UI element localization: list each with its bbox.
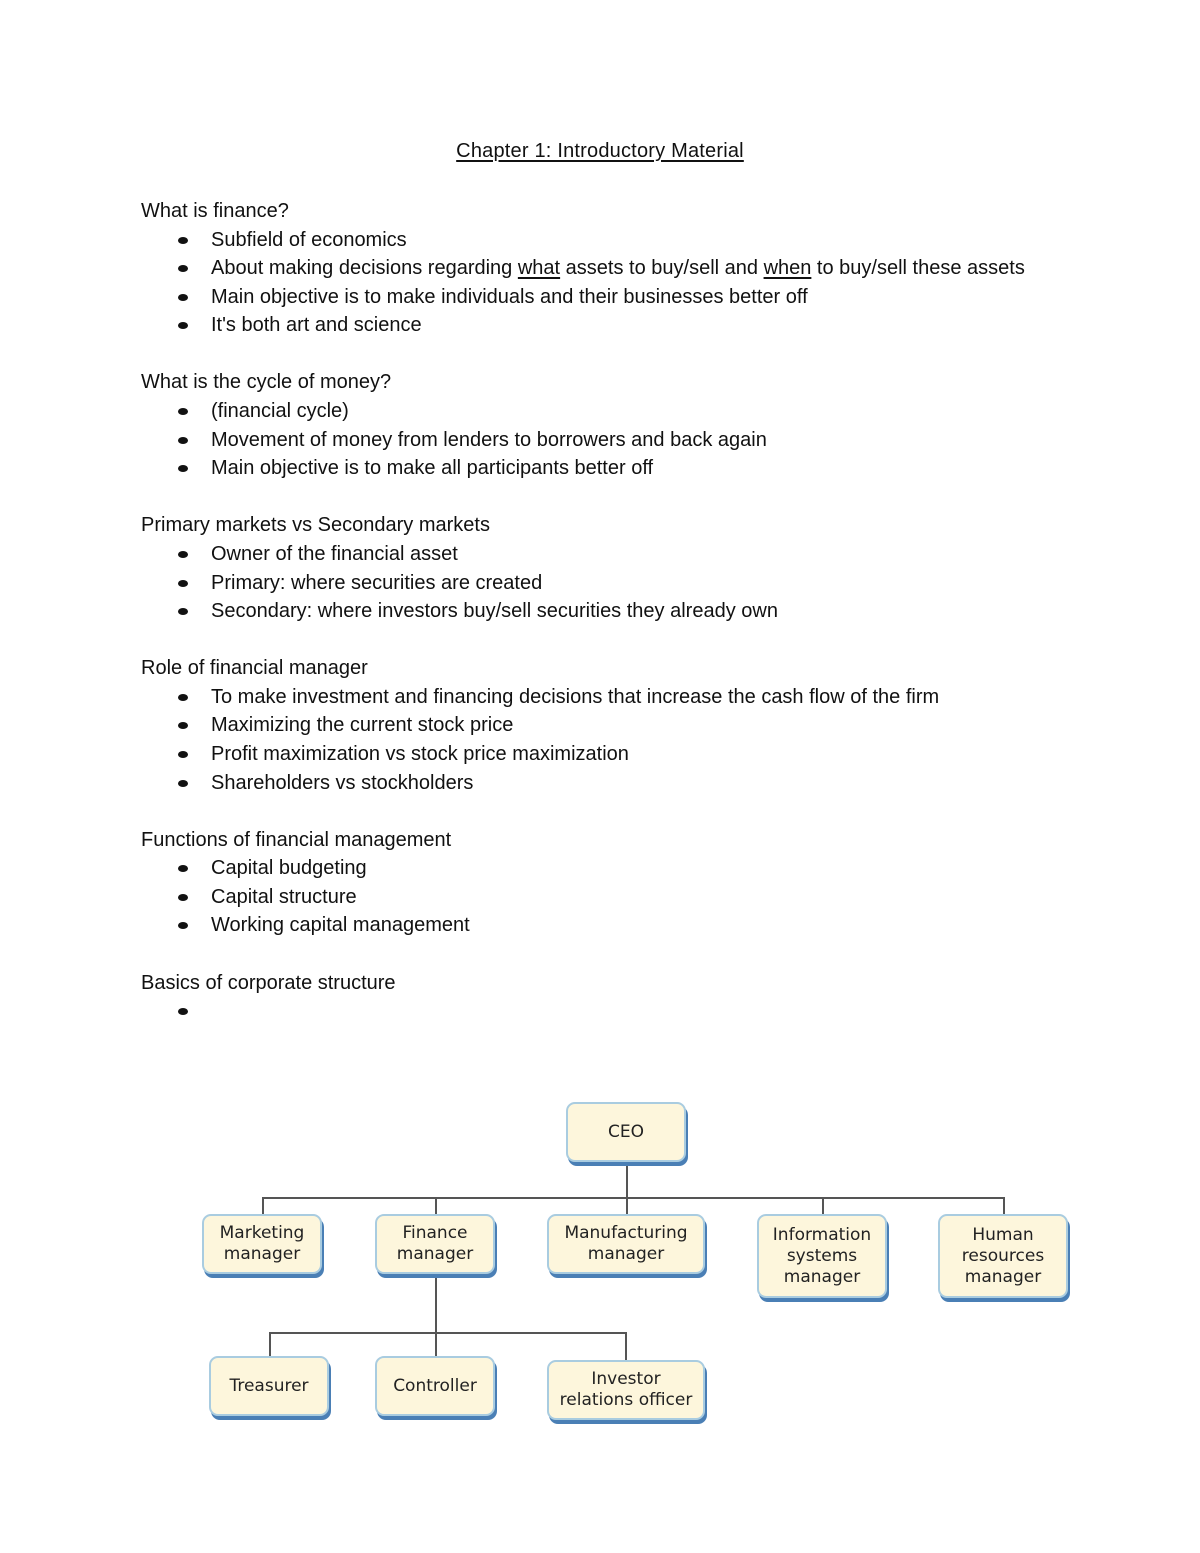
org-box-controller: Controller — [375, 1356, 495, 1416]
bullet-list — [141, 226, 1061, 340]
section-heading: Basics of corporate structure — [141, 971, 396, 994]
list-item: Subfield of economics — [141, 226, 1061, 255]
section-heading: Functions of financial management — [141, 828, 452, 851]
org-box-information-systems-manager: Information systems manager — [757, 1214, 887, 1298]
org-box-marketing-manager: Marketing manager — [202, 1214, 322, 1274]
org-box-manufacturing-manager: Manufacturing manager — [547, 1214, 705, 1274]
list-item: (financial cycle) — [141, 397, 1061, 426]
org-box-investor-relations-officer: Investor relations officer — [547, 1360, 705, 1420]
section-role-of-financial-manager — [141, 654, 1061, 797]
connector-line — [435, 1197, 437, 1215]
connector-line — [1003, 1197, 1005, 1215]
connector-line — [625, 1332, 627, 1361]
page-title — [0, 140, 1200, 163]
section-heading: What is finance? — [141, 200, 289, 222]
bullet-list — [141, 854, 1061, 940]
bullet-list — [141, 683, 1061, 797]
list-item: Primary: where securities are created — [141, 569, 1061, 598]
section-cycle-of-money — [141, 368, 1061, 482]
section-heading: Primary markets vs Secondary markets — [141, 514, 490, 537]
list-item: Main objective is to make individuals and their businesses better off — [141, 283, 1061, 312]
connector-line — [269, 1332, 271, 1357]
list-item: Owner of the financial asset — [141, 540, 1061, 569]
list-item-text: About making decisions regarding — [211, 257, 518, 280]
list-item: Shareholders vs stockholders — [141, 769, 1061, 798]
list-item: Maximizing the current stock price — [141, 711, 1061, 740]
connector-line — [435, 1275, 437, 1359]
list-item: It's both art and science — [141, 311, 1061, 340]
list-item — [141, 997, 1061, 1026]
list-item: To make investment and financing decisions that increase the cash flow of the firm — [141, 683, 1061, 712]
list-item-text: to buy/sell these assets — [811, 257, 1025, 280]
bullet-list — [141, 997, 1061, 1026]
connector-line — [822, 1197, 824, 1215]
connector-line — [626, 1197, 628, 1215]
underlined-word: when — [763, 257, 812, 280]
list-item: Movement of money from lenders to borrowers and back again — [141, 426, 1061, 455]
connector-line — [262, 1197, 264, 1215]
section-what-is-finance — [141, 197, 1061, 340]
org-box-treasurer: Treasurer — [209, 1356, 329, 1416]
underlined-word: what — [517, 257, 561, 280]
section-functions-of-financial-management — [141, 826, 1061, 940]
list-item: Secondary: where investors buy/sell securities they already own — [141, 597, 1061, 626]
bullet-list — [141, 397, 1061, 483]
connector-line — [626, 1163, 628, 1198]
org-box-ceo: CEO — [566, 1102, 686, 1162]
list-item-text: assets to buy/sell and — [560, 257, 764, 280]
list-item — [141, 254, 1061, 283]
connector-line — [269, 1332, 627, 1334]
connector-line — [262, 1197, 1005, 1199]
page-title-text: Chapter 1: Introductory Material — [456, 140, 744, 162]
section-heading: What is the cycle of money? — [141, 371, 392, 394]
list-item: Profit maximization vs stock price maximization — [141, 740, 1061, 769]
bullet-list — [141, 540, 1061, 626]
list-item: Capital budgeting — [141, 854, 1061, 883]
list-item: Capital structure — [141, 883, 1061, 912]
org-box-finance-manager: Finance manager — [375, 1214, 495, 1274]
section-heading: Role of financial manager — [141, 657, 368, 680]
document-body — [141, 197, 1061, 1054]
section-primary-secondary-markets — [141, 511, 1061, 625]
list-item: Main objective is to make all participants better off — [141, 454, 1061, 483]
list-item: Working capital management — [141, 911, 1061, 940]
org-box-human-resources-manager: Human resources manager — [938, 1214, 1068, 1298]
section-corporate-structure — [141, 969, 1061, 1026]
